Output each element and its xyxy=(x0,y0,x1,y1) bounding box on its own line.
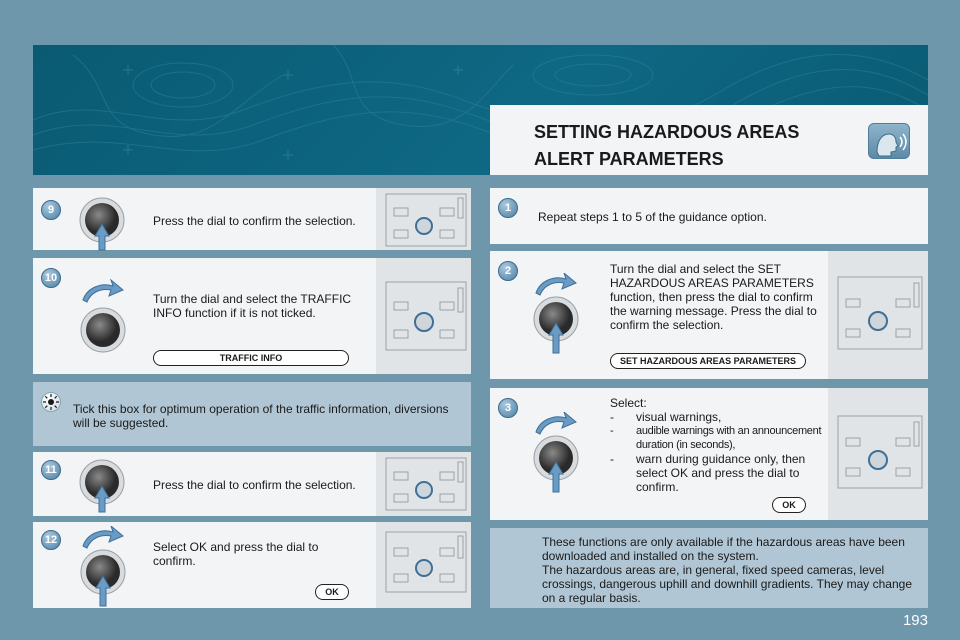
info-note-text xyxy=(542,535,914,605)
step-12-panel xyxy=(33,522,471,608)
step-3-panel xyxy=(490,388,928,520)
info-note-panel xyxy=(490,528,928,608)
step-number-badge: 12 xyxy=(41,530,61,550)
radio-unit-illustration xyxy=(376,188,471,250)
radio-unit-illustration xyxy=(376,522,471,608)
step-number-badge: 11 xyxy=(41,460,61,480)
step-10-text: Turn the dial and select the TRAFFIC INFO function if it is not ticked. xyxy=(153,292,352,320)
info-note-line-2: The hazardous areas are, in general, fixed speed cameras, level crossings, dangerous uphill and downhill gradients. They may change on a regular basis. xyxy=(542,563,913,605)
radio-unit-illustration xyxy=(828,251,928,379)
step-2-text: Turn the dial and select the SET HAZARDOUS AREAS PARAMETERS function, then press the dial to confirm the warning message. Press the dial to confirm the selection. xyxy=(610,262,817,332)
set-hazardous-areas-parameters-menu-item: SET HAZARDOUS AREAS PARAMETERS xyxy=(610,353,806,369)
step-1-text: Repeat steps 1 to 5 of the guidance option. xyxy=(538,210,767,224)
list-item: - audible warnings with an announcement duration (in seconds), xyxy=(610,425,822,451)
sun-icon xyxy=(41,392,61,412)
info-note-line-1: These functions are only available if the hazardous areas have been downloaded and installed on the system. xyxy=(542,535,905,563)
step-12-text: Select OK and press the dial to confirm. xyxy=(153,540,319,568)
step-3-options xyxy=(610,396,828,494)
step-number-badge: 10 xyxy=(41,268,61,288)
step-11-panel xyxy=(33,452,471,516)
step-3-intro: Select: xyxy=(610,396,647,410)
step-10-panel xyxy=(33,258,471,374)
step-2-panel xyxy=(490,251,928,379)
list-item: - warn during guidance only, then select OK and press the dial to confirm. xyxy=(610,452,806,494)
voice-speaking-icon xyxy=(868,123,910,159)
ok-button-label: OK xyxy=(772,497,806,513)
dial-press-icon xyxy=(77,456,127,519)
page-number: 193 xyxy=(902,612,928,629)
dial-turn-press-icon xyxy=(77,526,129,613)
tip-text: Tick this box for optimum operation of the traffic information, diversions will be suggested. xyxy=(73,402,449,430)
title-panel xyxy=(490,105,928,175)
radio-unit-illustration xyxy=(828,388,928,520)
step-number-badge: 3 xyxy=(498,398,518,418)
step-1-panel xyxy=(490,188,928,244)
step-number-badge: 2 xyxy=(498,261,518,281)
step-number-badge: 9 xyxy=(41,200,61,220)
radio-unit-illustration xyxy=(376,452,471,516)
page-title: SETTING HAZARDOUS AREAS ALERT PARAMETERS xyxy=(534,122,800,169)
tip-panel xyxy=(33,382,471,446)
dial-turn-icon xyxy=(77,278,129,361)
dial-press-icon xyxy=(77,194,127,257)
step-number-badge: 1 xyxy=(498,198,518,218)
dial-turn-press-icon xyxy=(530,412,582,499)
traffic-info-menu-item: TRAFFIC INFO xyxy=(153,350,349,366)
ok-button-label: OK xyxy=(315,584,349,600)
step-9-panel xyxy=(33,188,471,250)
step-9-text: Press the dial to confirm the selection. xyxy=(153,214,356,228)
radio-unit-illustration xyxy=(376,258,471,374)
step-11-text: Press the dial to confirm the selection. xyxy=(153,478,356,492)
list-item: - visual warnings, xyxy=(610,410,722,424)
dial-turn-press-icon xyxy=(530,273,582,360)
